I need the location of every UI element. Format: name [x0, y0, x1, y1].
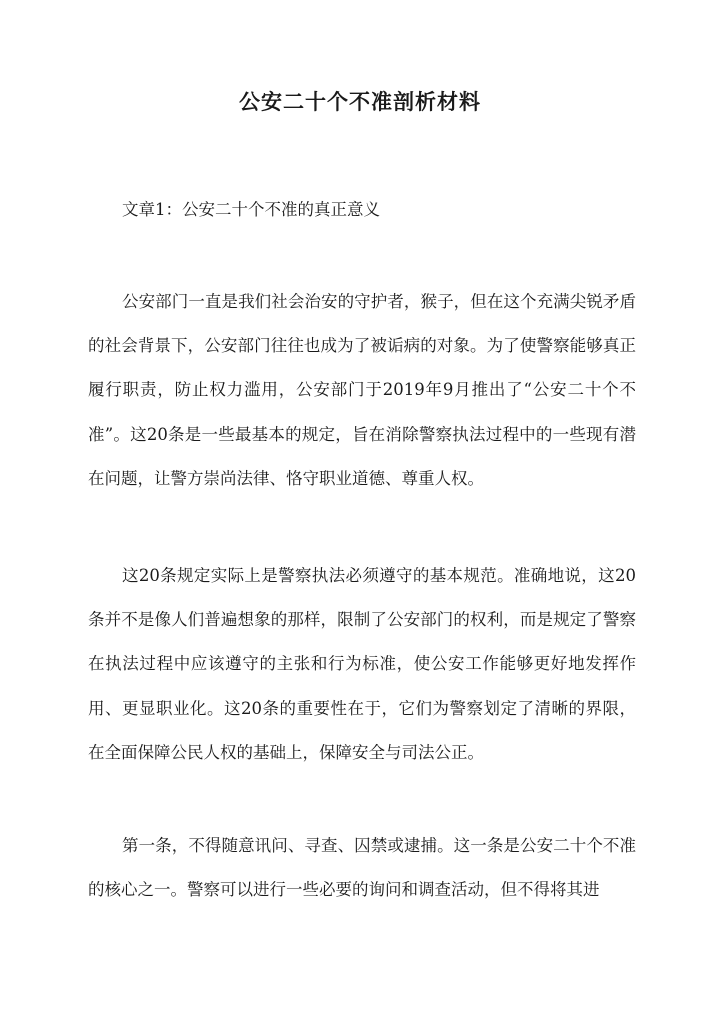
- article-subtitle: 文章1：公安二十个不准的真正意义: [122, 200, 380, 219]
- paragraph: 第一条，不得随意讯问、寻查、囚禁或逮捕。这一条是公安二十个不准的核心之一。警察可以进行一些必要的询问和调查活动，但不得将其进: [88, 836, 636, 900]
- paragraph: 这20条规定实际上是警察执法必须遵守的基本规范。准确地说，这20条并不是像人们普遍想象的那样，限制了公安部门的权利，而是规定了警察在执法过程中应该遵守的主张和行为标准，使公安工作能够更好地发挥作用、更显职业化。这20条的重要性在于，它们为警察划定了清晰的界限，在全面保障公民人权的基础上，保障安全与司法公正。: [88, 566, 636, 762]
- document-title: 公安二十个不准剖析材料: [239, 89, 481, 114]
- paragraph: 公安部门一直是我们社会治安的守护者，猴子，但在这个充满尖锐矛盾的社会背景下，公安部门往往也成为了被诟病的对象。为了使警察能够真正履行职责，防止权力滥用，公安部门于2019年9月推出了“公安二十个不准”。这20条是一些最基本的规定，旨在消除警察执法过程中的一些现有潜在问题，让警方崇尚法律、恪守职业道德、尊重人权。: [88, 292, 636, 488]
